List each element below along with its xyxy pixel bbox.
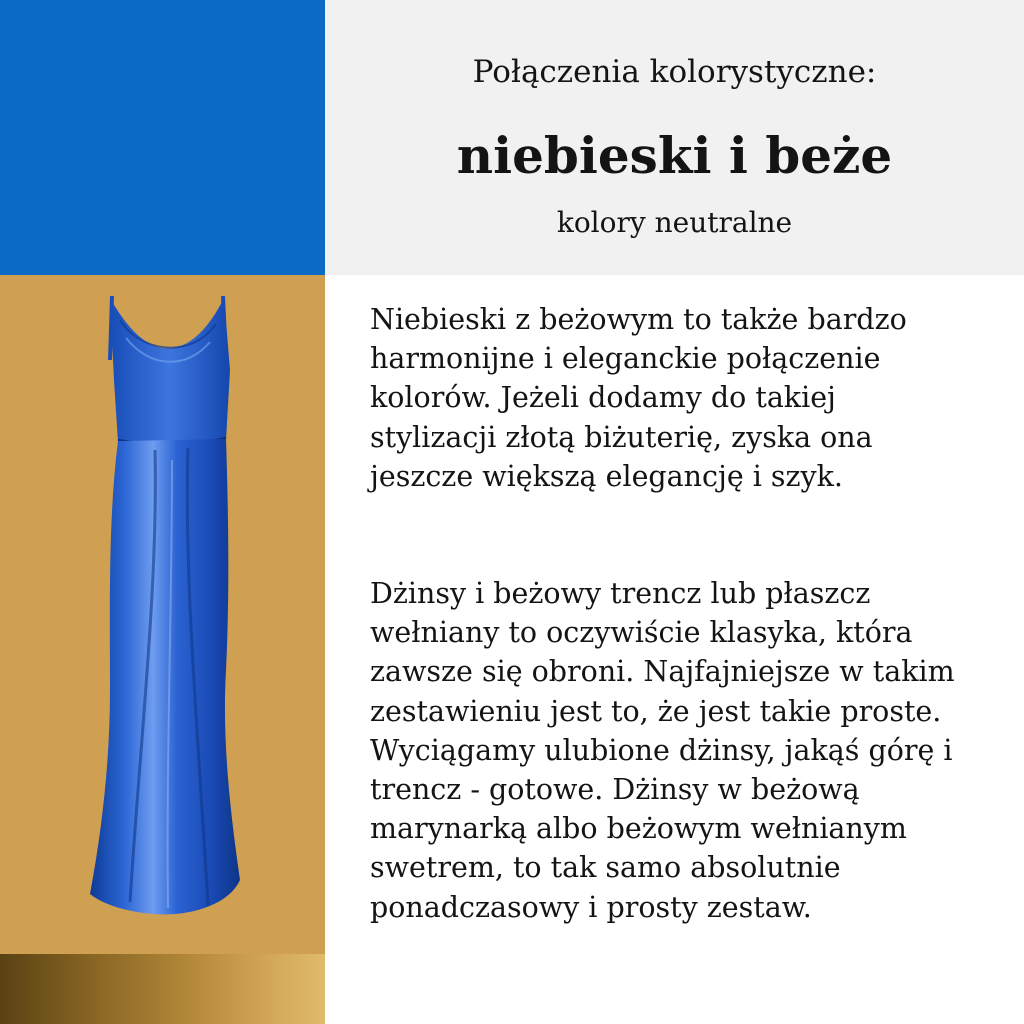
dress-skirt [90, 439, 240, 914]
text-line: wełniany to oczywiście klasyka, która [370, 616, 913, 650]
blue-dress-image [80, 290, 255, 930]
paragraph-spacer [370, 496, 1000, 574]
dress-bodice [110, 298, 230, 442]
gold-gradient-strip [0, 954, 325, 1024]
header-panel [325, 0, 1024, 275]
text-line: Dżinsy i beżowy trencz lub płaszcz [370, 577, 871, 611]
blue-color-swatch [0, 0, 325, 275]
text-line: Wyciągamy ulubione dżinsy, jakąś górę i [370, 733, 953, 767]
text-line: ponadczasowy i prosty zestaw. [370, 890, 812, 924]
text-line: jeszcze większą elegancję i szyk. [370, 459, 843, 493]
paragraph-denim-trench [370, 574, 1000, 927]
text-line: zawsze się obroni. Najfajniejsze w takim [370, 655, 955, 689]
paragraph-blue-beige [370, 300, 1000, 496]
text-line: kolorów. Jeżeli dodamy do takiej [370, 381, 836, 415]
header-subtitle: Połączenia kolorystyczne: [472, 54, 877, 90]
text-line: trencz - gotowe. Dżinsy w beżową [370, 773, 860, 807]
text-line: zestawieniu jest to, że jest takie proste. [370, 694, 942, 728]
header-caption: kolory neutralne [556, 206, 793, 239]
text-line: Niebieski z beżowym to także bardzo [370, 303, 907, 336]
text-line: swetrem, to tak samo absolutnie [370, 851, 841, 885]
text-line: harmonijne i eleganckie połączenie [370, 342, 881, 376]
text-line: stylizacji złotą biżuterię, zyska ona [370, 420, 873, 454]
description-text [370, 300, 1000, 927]
page-title: niebieski i beże [456, 126, 893, 185]
text-line: marynarką albo beżowym wełnianym [370, 812, 907, 846]
